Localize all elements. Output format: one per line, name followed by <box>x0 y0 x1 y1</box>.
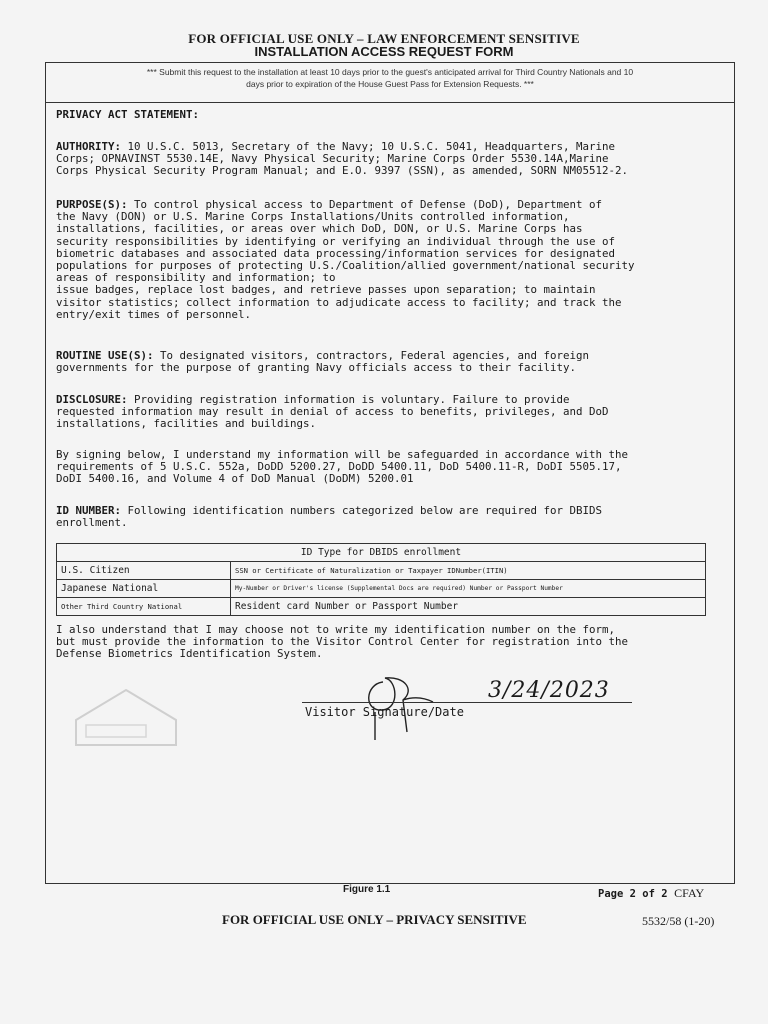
understand-statement: I also understand that I may choose not to write my identification number on the form, but must provide the information to the Visitor Control Center for registration into the Defense Biometrics Identification System. <box>56 623 629 661</box>
signature-line <box>302 702 632 703</box>
authority-section <box>56 141 716 178</box>
id-type-cell: Japanese National <box>57 580 231 598</box>
routine-use-section <box>56 350 716 374</box>
privacy-heading: PRIVACY ACT STATEMENT: <box>56 108 200 121</box>
form-title: INSTALLATION ACCESS REQUEST FORM <box>254 44 514 59</box>
table-row <box>57 580 706 598</box>
id-type-cell: U.S. Citizen <box>57 562 231 580</box>
purpose-section <box>56 199 716 321</box>
id-requirement-cell: My-Number or Driver's license (Supplemental Docs are required) Number or Passport Number <box>231 580 706 598</box>
id-number-label: ID NUMBER: <box>56 504 122 517</box>
id-number-text: Following identification numbers categorized below are required for DBIDS enrollment. <box>56 504 603 530</box>
table-header: ID Type for DBIDS enrollment <box>57 544 706 562</box>
table-row <box>57 562 706 580</box>
id-requirement-cell: SSN or Certificate of Naturalization or Taxpayer IDNumber(ITIN) <box>231 562 706 580</box>
routine-use-text: To designated visitors, contractors, Federal agencies, and foreign governments for the purpose of granting Navy officials access to their facility. <box>56 349 590 375</box>
id-type-cell: Other Third Country National <box>57 598 231 616</box>
page-number-text: Page 2 of 2 <box>598 888 668 900</box>
table-header-row <box>57 544 706 562</box>
form-number: 5532/58 (1-20) <box>642 914 715 928</box>
authority-text: 10 U.S.C. 5013, Secretary of the Navy; 10 U.S.C. 5041, Headquarters, Marine Corps; OPNAVINST 5530.14E, Navy Physical Security; Marine Corps Order 5530.14A,Marine Corps Physical Security Program Manual; and E.O. 9397 (SSN), as amended, SORN NM05512-2. <box>56 140 629 178</box>
classification-header: FOR OFFICIAL USE ONLY – LAW ENFORCEMENT SENSITIVE <box>188 31 580 46</box>
page-suffix: CFAY <box>674 886 705 900</box>
routine-use-label: ROUTINE USE(S): <box>56 349 154 362</box>
footer-classification: FOR OFFICIAL USE ONLY – PRIVACY SENSITIVE <box>222 912 527 927</box>
signature-date: 3/24/2023 <box>488 678 610 703</box>
id-type-table <box>56 543 706 616</box>
signing-statement: By signing below, I understand my information will be safeguarded in accordance with the requirements of 5 U.S.C. 552a, DoDD 5200.27, DoDD 5400.11, DoD 5400.11-R, DoDI 5505.17, DoDI 5400.16, and Volume 4 of DoD Manual (DoDM) 5200.01 <box>56 448 629 486</box>
submission-notice <box>46 63 734 103</box>
faded-stamp-mark <box>66 680 196 750</box>
figure-label: Figure 1.1 <box>343 884 391 895</box>
signature-label: Visitor Signature/Date <box>305 705 464 719</box>
disclosure-label: DISCLOSURE: <box>56 393 128 406</box>
purpose-text: To control physical access to Department of Defense (DoD), Department of the Navy (DON) or U.S. Marine Corps Installations/Units controlled information, installations, facilities, or areas over which DoD, DON, or U.S. Marine Corps has security responsibilities by identifying or verifying an individual through the use of biometric databases and associated data processing/information services for designated populations for purposes of protecting U.S./Coalition/allied government/national security areas of responsibility and information; to issue badges, replace lost badges, and retrieve passes upon separation; to maintain visitor statistics; collect information to adjudicate access to facility; and track the entry/exit times of personnel. <box>56 198 635 321</box>
table-row <box>57 598 706 616</box>
authority-label: AUTHORITY: <box>56 140 122 153</box>
notice-line-1: *** Submit this request to the installation at least 10 days prior to the guest's anticipated arrival for Third Country Nationals and 10 <box>146 67 634 77</box>
notice-line-2: days prior to expiration of the House Guest Pass for Extension Requests. *** <box>246 79 534 89</box>
disclosure-section <box>56 394 716 431</box>
purpose-label: PURPOSE(S): <box>56 198 128 211</box>
id-requirement-cell: Resident card Number or Passport Number <box>231 598 706 616</box>
id-number-section <box>56 505 716 529</box>
disclosure-text: Providing registration information is voluntary. Failure to provide requested information may result in denial of access to benefits, privileges, and DoD installations, facilities and buildings. <box>56 393 609 431</box>
page-number <box>598 886 704 901</box>
